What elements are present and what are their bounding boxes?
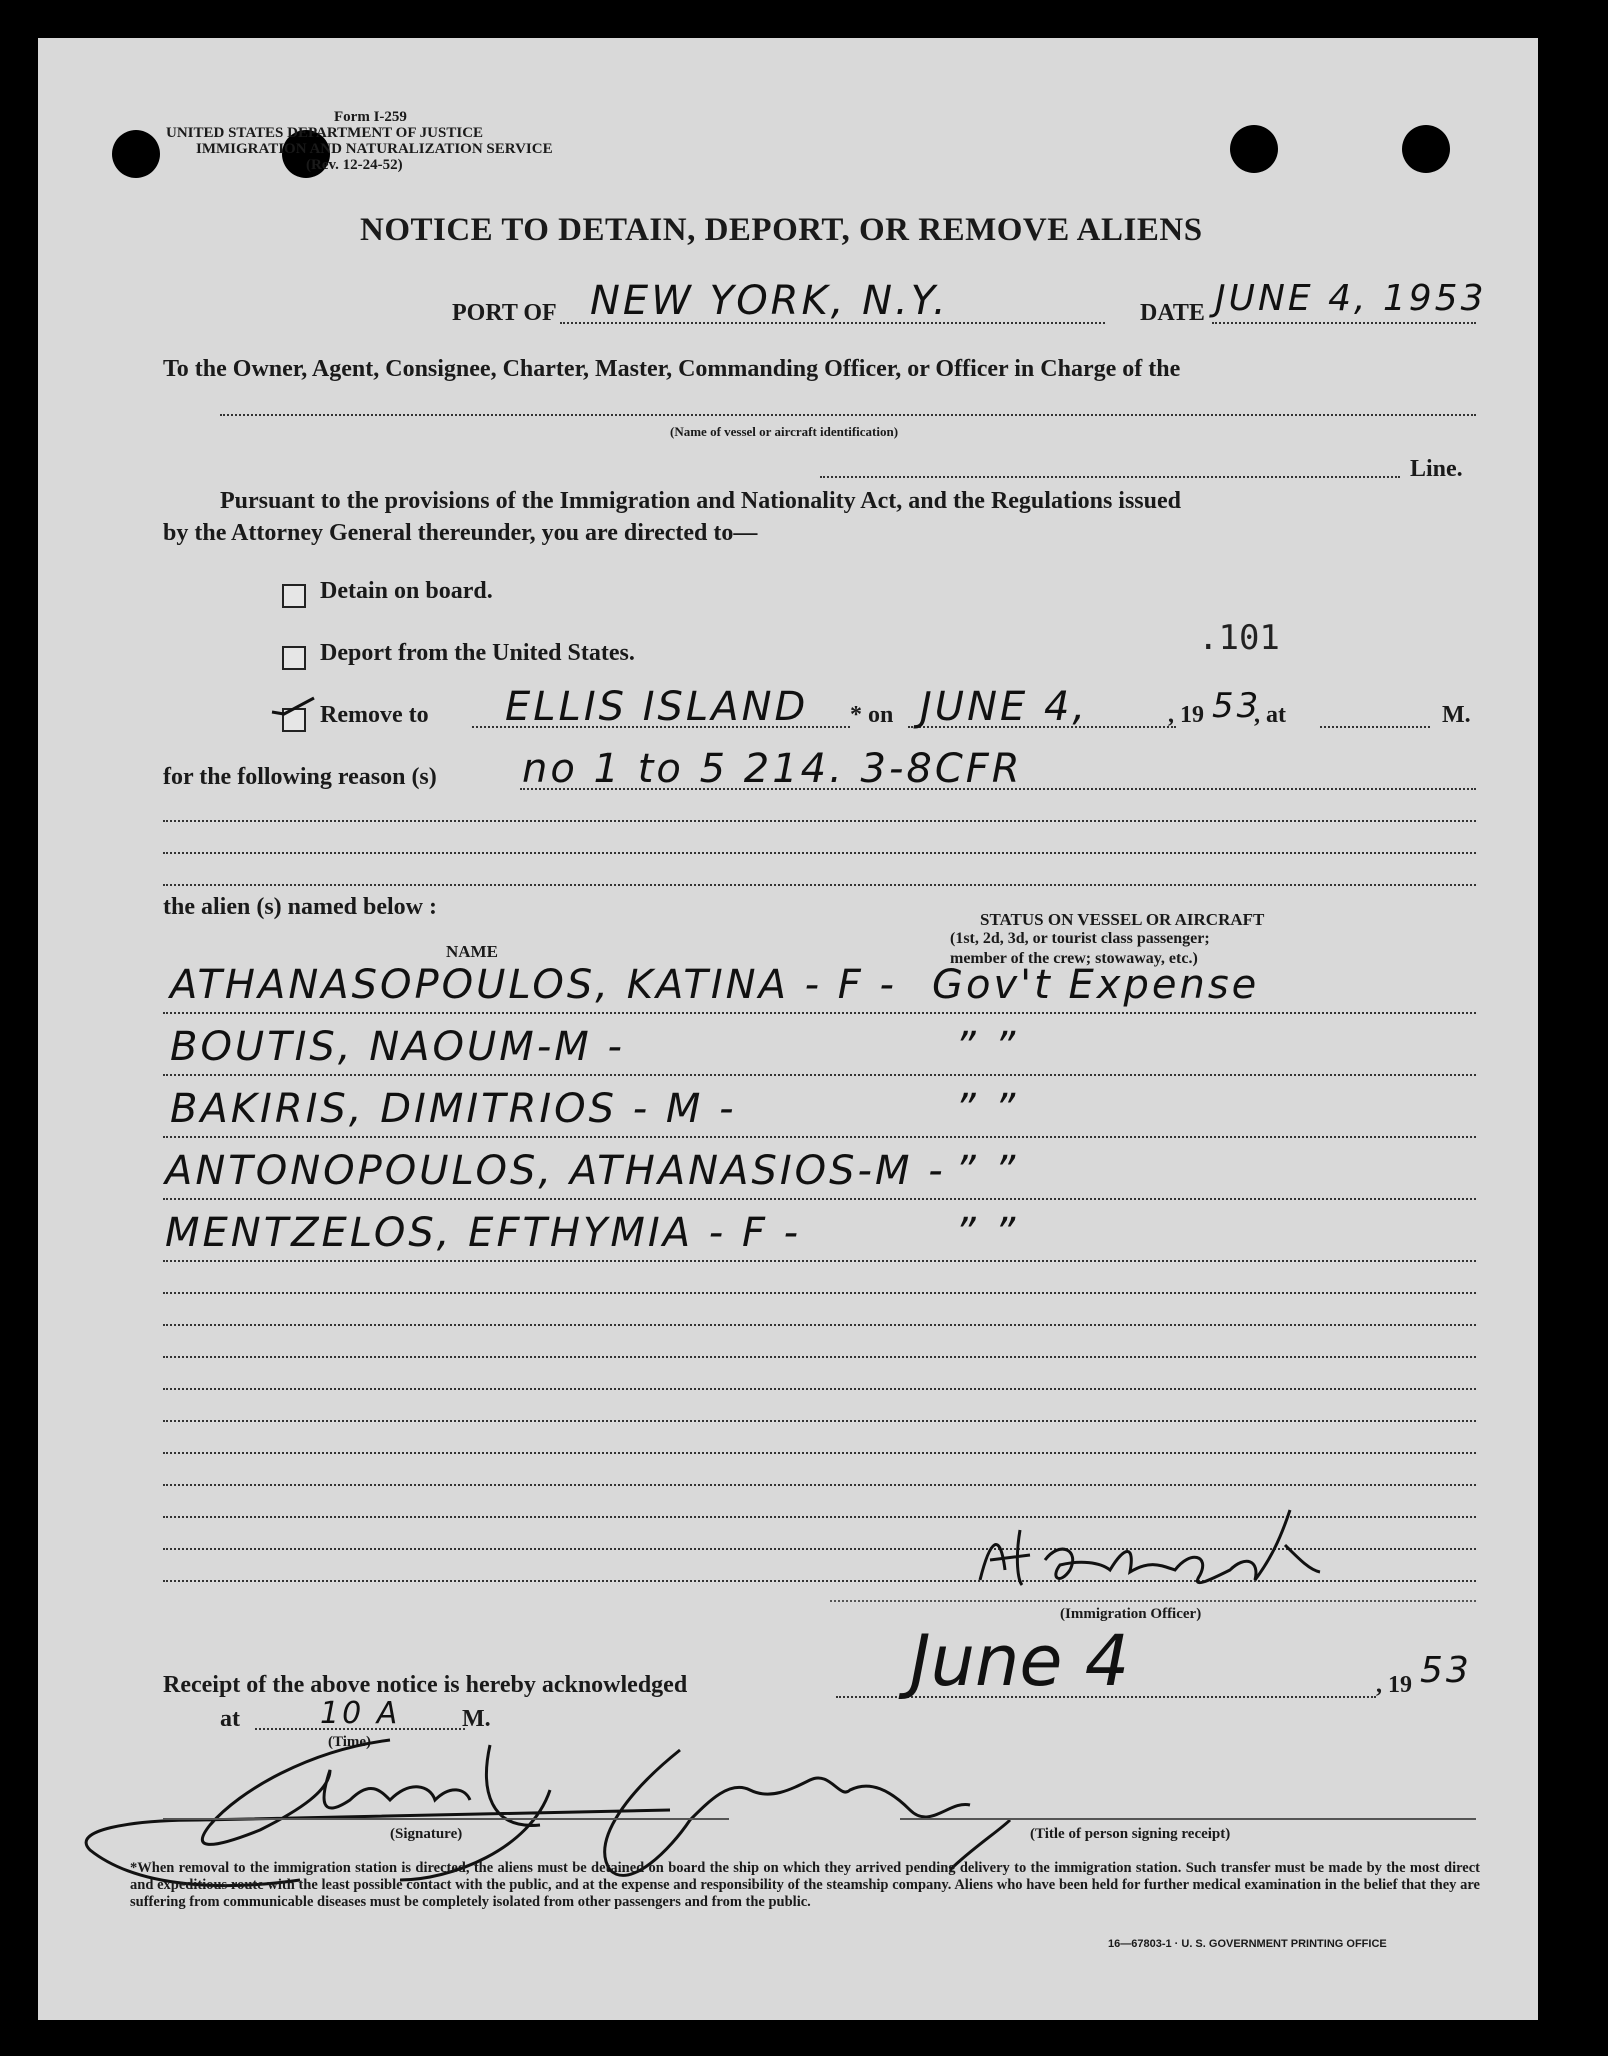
reason-line-2 — [163, 820, 1476, 822]
receipt-year-prefix: , 19 — [1376, 1672, 1412, 1698]
alien-row-line — [163, 1292, 1476, 1294]
alien-row-line — [163, 1324, 1476, 1326]
status-column-header: STATUS ON VESSEL OR AIRCRAFT — [980, 910, 1265, 929]
reason-label: for the following reason (s) — [163, 764, 437, 790]
remove-checkmark — [270, 692, 320, 732]
alien-row-line — [163, 1452, 1476, 1454]
officer-signature-line — [830, 1600, 1476, 1602]
punch-hole — [112, 130, 160, 178]
at-label: , at — [1254, 702, 1286, 728]
alien-name: BAKIRIS, DIMITRIOS - M - — [170, 1086, 737, 1132]
at-time-line — [1320, 726, 1430, 728]
year-value: 53 — [1212, 686, 1262, 726]
alien-row-line — [163, 1260, 1476, 1262]
title-caption: (Title of person signing receipt) — [1030, 1826, 1231, 1842]
alien-status: ” ” — [955, 1210, 1019, 1256]
reason-line-4 — [163, 884, 1476, 886]
vessel-line — [220, 414, 1476, 416]
vessel-caption: (Name of vessel or aircraft identification) — [670, 424, 899, 439]
name-column-header: NAME — [446, 942, 498, 961]
title-line — [900, 1818, 1476, 1820]
time-caption: (Time) — [328, 1734, 372, 1750]
detain-label: Detain on board. — [320, 578, 493, 604]
signature-line — [163, 1818, 729, 1820]
aliens-label: the alien (s) named below : — [163, 894, 437, 920]
date-value: JUNE 4, 1953 — [1215, 278, 1487, 319]
footnote-text: *When removal to the immigration station is directed, the aliens must be detained on board the ship on which they arrived pending delivery to the immigration station. Such transfer must be made by the most direct and expeditious route with the least possible contact with the public, and at the expense and responsibility of the steamship company. Aliens who have been held for further medical examination in the belief that they are suffering from communicable diseases must be completely isolated from other passengers and from the public. — [130, 1860, 1480, 1910]
on-date-value: JUNE 4, — [920, 684, 1089, 730]
date-label: DATE — [1140, 300, 1205, 326]
status-column-note-2: member of the crew; stowaway, etc.) — [950, 950, 1198, 967]
receipt-time-value: 10 A — [320, 1696, 401, 1731]
immigration-officer-signature — [960, 1500, 1380, 1610]
alien-row-line — [163, 1388, 1476, 1390]
form-number: Form I-259 — [334, 109, 407, 125]
alien-row-line — [163, 1136, 1476, 1138]
port-value: NEW YORK, N.Y. — [590, 278, 949, 324]
form-revision: (Rev. 12-24-52) — [306, 157, 403, 173]
m-label: M. — [1442, 702, 1471, 728]
pursuant-text-1: Pursuant to the provisions of the Immigration and Nationality Act, and the Regulations issued — [220, 488, 1181, 514]
page-title: NOTICE TO DETAIN, DEPORT, OR REMOVE ALIENS — [360, 212, 1203, 248]
alien-row-line — [163, 1420, 1476, 1422]
detain-checkbox[interactable] — [282, 584, 306, 608]
deport-label: Deport from the United States. — [320, 640, 635, 666]
destination-value: ELLIS ISLAND — [505, 684, 809, 730]
deport-checkbox[interactable] — [282, 646, 306, 670]
receipt-text: Receipt of the above notice is hereby acknowledged — [163, 1672, 688, 1698]
pursuant-text-2: by the Attorney General thereunder, you are directed to— — [163, 520, 758, 546]
alien-status: ” ” — [955, 1086, 1019, 1132]
alien-name: MENTZELOS, EFTHYMIA - F - — [165, 1210, 802, 1256]
on-label: * on — [850, 702, 894, 728]
year-prefix: , 19 — [1168, 702, 1204, 728]
addressee-text: To the Owner, Agent, Consignee, Charter, Master, Commanding Officer, or Officer in Charge of the — [163, 356, 1181, 382]
remove-label: Remove to — [320, 702, 429, 728]
receipt-at-label: at — [220, 1706, 240, 1732]
date-line — [1212, 322, 1476, 324]
port-label: PORT OF — [452, 300, 557, 326]
alien-row-line — [163, 1074, 1476, 1076]
receipt-m-label: M. — [462, 1706, 491, 1732]
reason-value: no 1 to 5 214. 3-8CFR — [522, 746, 1023, 792]
receipt-year-value: 53 — [1420, 1650, 1472, 1691]
alien-status: Gov't Expense — [932, 962, 1260, 1008]
alien-row-line — [163, 1012, 1476, 1014]
alien-status: ” ” — [955, 1148, 1019, 1194]
alien-row-line — [163, 1198, 1476, 1200]
signature-caption: (Signature) — [390, 1826, 463, 1842]
punch-hole — [1402, 125, 1450, 173]
line-label: Line. — [1410, 456, 1463, 482]
alien-status: ” ” — [955, 1024, 1019, 1070]
alien-name: BOUTIS, NAOUM-M - — [170, 1024, 625, 1070]
punch-hole — [1230, 125, 1278, 173]
receipt-date-value: June 4 — [910, 1620, 1130, 1702]
status-column-note-1: (1st, 2d, 3d, or tourist class passenger; — [950, 930, 1210, 947]
alien-row-line — [163, 1484, 1476, 1486]
alien-name: ANTONOPOULOS, ATHANASIOS-M - — [165, 1148, 946, 1194]
alien-name: ATHANASOPOULOS, KATINA - F - — [170, 962, 897, 1008]
department-name: UNITED STATES DEPARTMENT OF JUSTICE — [166, 125, 484, 141]
officer-caption: (Immigration Officer) — [1060, 1606, 1202, 1622]
printing-office-line: 16—67803-1 · U. S. GOVERNMENT PRINTING OFFICE — [1108, 1938, 1387, 1950]
service-name: IMMIGRATION AND NATURALIZATION SERVICE — [196, 141, 553, 157]
reason-line-3 — [163, 852, 1476, 854]
alien-row-line — [163, 1356, 1476, 1358]
stamp-number: .101 — [1198, 618, 1280, 658]
line-line — [820, 476, 1400, 478]
